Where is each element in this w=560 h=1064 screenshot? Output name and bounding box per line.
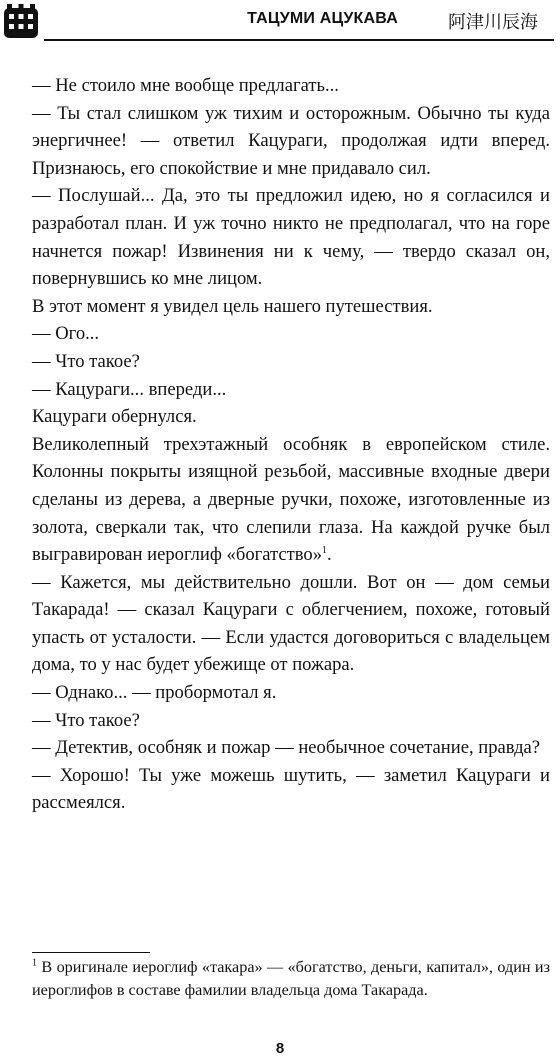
paragraph: — Ого... — [32, 323, 100, 345]
author-name-kanji: 阿津川辰海 — [448, 12, 538, 33]
paragraph: — Что такое? — [32, 709, 140, 731]
paragraph-text: Великолепный трехэтажный особняк в европейском стиле. Колонны покрыты изящной резьбой, массивные входные двери сделаны из дерева, а дверные ручки, похоже, изготовленные из золота, сверкали так, что слепили глаза. На каждой ручке был выгравирован иероглиф «богатство» — [32, 433, 550, 566]
paragraph: — Хорошо! Ты уже можешь шутить, — заметил Кацураги и рассмеялся. — [32, 764, 550, 814]
footnote-reference[interactable]: 1 — [322, 544, 327, 556]
paragraph: — Однако... — пробормотал я. — [32, 682, 277, 704]
paragraph-end-punct: . — [327, 544, 332, 566]
paragraph: — Послушай... Да, это ты предложил идею, но я согласился и разработал план. И уж точно никто не предполагал, что на горе начнется пожар! Извинения ни к чему, — твердо сказал он, повернувшись ко мне лицом. — [32, 185, 550, 290]
paragraph-with-footnote — [32, 431, 550, 569]
building-icon — [4, 4, 38, 38]
paragraph: — Не стоило мне вообще предлагать... — [32, 75, 339, 96]
page-number: 8 — [275, 1040, 285, 1057]
paragraph: — Кажется, мы действительно дошли. Вот он — дом семьи Такарада! — сказал Кацураги с облегчением, похоже, готовый упасть от усталости. — Если удастся договориться с владельцем дома, то у нас будет убежище от пожара. — [32, 571, 550, 676]
paragraph: Кацураги обернулся. — [32, 406, 197, 428]
footnote-text: В оригинале иероглиф «такара» — «богатство, деньги, капитал», один из иероглифов в составе фамилии владельца дома Такарада. — [32, 958, 550, 999]
header-divider — [44, 39, 554, 41]
paragraph: — Ты стал слишком уж тихим и осторожным. Обычно ты куда энергичнее! — ответил Кацураги, продолжая идти вперед. Признаюсь, его спокойствие и мне придавало сил. — [32, 102, 550, 179]
footnote-divider — [32, 952, 150, 953]
author-name: ТАЦУМИ АЦУКАВА — [247, 10, 398, 27]
paragraph: — Детектив, особняк и пожар — необычное сочетание, правда? — [32, 737, 541, 759]
running-header — [0, 0, 560, 44]
footnote-mark: 1 — [32, 957, 37, 969]
paragraph: — Что такое? — [32, 350, 140, 372]
page-body — [32, 72, 550, 817]
paragraph: — Кацураги... впереди... — [32, 378, 227, 400]
footnote — [32, 956, 550, 1001]
paragraph: В этот момент я увидел цель нашего путешествия. — [32, 295, 433, 317]
